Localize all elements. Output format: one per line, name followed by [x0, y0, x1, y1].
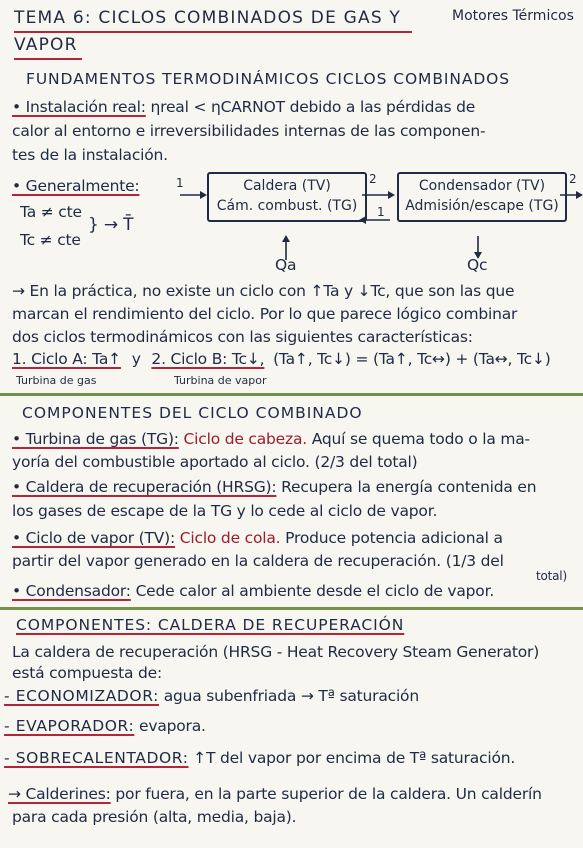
hrsg-text1: Recupera la energía contenida en	[281, 478, 537, 496]
state-2a-label: 2	[369, 172, 377, 186]
ta-text: Ta ≠ cte	[20, 203, 82, 221]
evap-line	[4, 717, 206, 735]
eco-label: - ECONOMIZADOR:	[4, 687, 159, 705]
cald-text2: para cada presión (alta, media, baja).	[12, 808, 297, 826]
qa-label: Qa	[275, 256, 297, 274]
state-2b-label: 2	[569, 172, 577, 186]
tv-text1: Produce potencia adicional a	[285, 529, 503, 547]
hrsg-text2: los gases de escape de la TG y lo cede al ciclo de vapor.	[12, 502, 438, 520]
cond-text: Cede calor al ambiente desde el ciclo de vapor.	[135, 582, 495, 600]
evap-label: - EVAPORADOR:	[4, 717, 135, 735]
page-title-line1: TEMA 6: CICLOS COMBINADOS DE GAS Y	[14, 8, 401, 28]
title-underline-2	[14, 58, 82, 60]
cond-line	[12, 582, 494, 600]
section3-heading: COMPONENTES: CALDERA DE RECUPERACIÓN	[16, 616, 405, 634]
practice-text1: → En la práctica, no existe un ciclo con ↑Ta y ↓Tc, que son las que	[12, 282, 515, 300]
cond-label: • Condensador:	[12, 582, 131, 600]
tg-label: • Turbina de gas (TG):	[12, 430, 179, 448]
turbina-gas-label: Turbina de gas	[16, 374, 97, 387]
hrsg-label: • Caldera de recuperación (HRSG):	[12, 478, 277, 496]
hrsg-intro2: está compuesta de:	[12, 664, 162, 682]
condensador-box	[397, 172, 567, 222]
evap-text: evapora.	[139, 717, 206, 735]
sobre-text: ↑T del vapor por encima de Tª saturación.	[193, 749, 516, 767]
state-1-label: 1	[176, 176, 184, 190]
tbar-text: } → T̄	[88, 215, 134, 235]
tg-red: Ciclo de cabeza.	[183, 430, 307, 448]
sobre-label: - SOBRECALENTADOR:	[4, 749, 189, 767]
cycle-equation: (Ta↑, Tc↓) = (Ta↑, Tc↔) + (Ta↔, Tc↓)	[273, 350, 551, 368]
tg-line	[12, 430, 530, 448]
section1-heading: FUNDAMENTOS TERMODINÁMICOS CICLOS COMBINADOS	[26, 70, 510, 88]
state-1b-label: 1	[377, 205, 385, 219]
turbina-vapor-label: Turbina de vapor	[174, 374, 267, 387]
tg-text2: yoría del combustible aportado al ciclo. (2/3 del total)	[12, 453, 418, 471]
tv-line	[12, 529, 503, 547]
hrsg-line	[12, 478, 536, 496]
eco-line	[4, 687, 419, 705]
tg-text1: Aquí se quema todo o la ma-	[311, 430, 530, 448]
tv-text2: partir del vapor generado en la caldera de recuperación. (1/3 del	[12, 552, 504, 570]
real-line1	[12, 98, 475, 116]
section2-heading: COMPONENTES DEL CICLO COMBINADO	[22, 404, 363, 422]
cycle-b: 2. Ciclo B: Tc↓,	[151, 350, 265, 368]
cald-line	[8, 785, 542, 803]
caldera-label: Caldera (TV)	[243, 178, 331, 194]
tv-red: Ciclo de cola.	[179, 529, 281, 547]
practice-text3: dos ciclos termodinámicos con las siguientes características:	[12, 328, 473, 346]
eco-text: agua subenfriada → Tª saturación	[163, 687, 419, 705]
qc-label: Qc	[467, 256, 488, 274]
and-text: y	[131, 350, 141, 368]
real-text2: calor al entorno e irreversibilidades internas de las componen-	[12, 122, 486, 140]
subject-label: Motores Térmicos	[452, 8, 574, 24]
camara-label: Cám. combust. (TG)	[216, 198, 358, 214]
cycle-a: 1. Ciclo A: Ta↑	[12, 350, 121, 368]
page-title-line2: VAPOR	[14, 35, 78, 55]
sobre-line	[4, 749, 515, 767]
admision-label: Admisión/escape (TG)	[405, 198, 559, 214]
tv-text3: total)	[536, 569, 567, 583]
divider-1	[0, 393, 583, 396]
condensador-label: Condensador (TV)	[418, 178, 546, 194]
real-label: • Instalación real:	[12, 98, 146, 116]
cald-text1: por fuera, en la parte superior de la caldera. Un calderín	[115, 785, 542, 803]
cycles-line	[12, 350, 551, 368]
caldera-box	[207, 172, 367, 222]
cald-label: → Calderines:	[8, 785, 111, 803]
tc-text: Tc ≠ cte	[20, 231, 81, 249]
general-label: • Generalmente:	[12, 177, 140, 195]
practice-text2: marcan el rendimiento del ciclo. Por lo que parece lógico combinar	[12, 305, 518, 323]
title-underline-1	[14, 31, 412, 33]
divider-2	[0, 607, 583, 610]
tv-label: • Ciclo de vapor (TV):	[12, 529, 176, 547]
hrsg-intro1: La caldera de recuperación (HRSG - Heat Recovery Steam Generator)	[12, 643, 540, 661]
real-text3: tes de la instalación.	[12, 146, 168, 164]
real-text1: ηreal < ηCARNOT debido a las pérdidas de	[150, 98, 476, 116]
